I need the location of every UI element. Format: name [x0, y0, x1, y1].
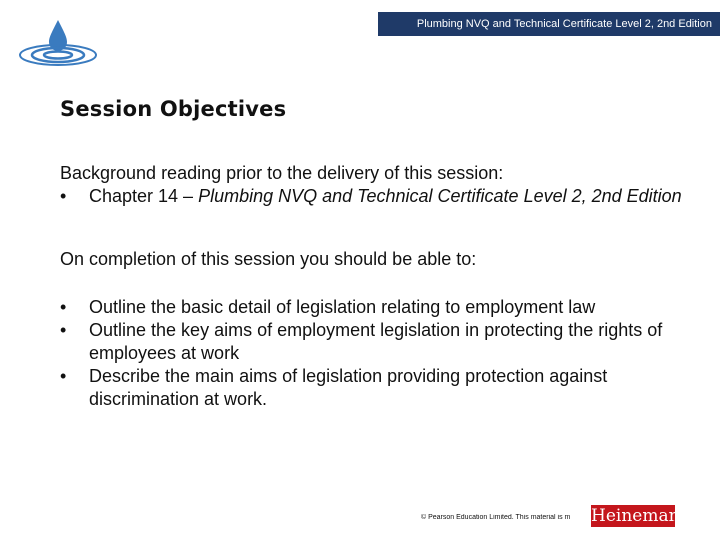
reading-intro: Background reading prior to the delivery of this session:: [60, 163, 504, 183]
bullet-marker: •: [60, 366, 67, 386]
water-drop-icon: [49, 20, 67, 51]
bullet-marker: •: [60, 320, 67, 340]
reading-list: [60, 185, 700, 208]
copyright-notice: © Pearson Education Limited. This material is m: [421, 514, 571, 521]
objective-item: [60, 296, 700, 319]
slide-content: [60, 162, 700, 411]
header-banner-text: Plumbing NVQ and Technical Certificate Level 2, 2nd Edition: [416, 18, 712, 30]
objective-text: Outline the key aims of employment legislation in protecting the rights of employees at work: [89, 320, 663, 363]
water-drop-logo: [16, 18, 100, 73]
bullet-marker: •: [60, 186, 67, 206]
book-title: Plumbing NVQ and Technical Certificate Level 2, 2nd Edition: [198, 186, 682, 206]
publisher-logo: Heinemann: [591, 506, 691, 526]
slide-title: Session Objectives: [60, 97, 287, 121]
header-banner: [378, 12, 720, 36]
objective-text: Outline the basic detail of legislation relating to employment law: [89, 297, 596, 317]
completion-intro: On completion of this session you should be able to:: [60, 249, 477, 269]
objective-text: Describe the main aims of legislation providing protection against discrimination at work.: [89, 366, 608, 409]
objective-item: [60, 319, 700, 365]
bullet-marker: •: [60, 297, 67, 317]
reading-prefix: Chapter 14 –: [89, 186, 199, 206]
objective-item: [60, 365, 700, 411]
reading-item: [60, 185, 700, 208]
objectives-list: [60, 296, 700, 411]
